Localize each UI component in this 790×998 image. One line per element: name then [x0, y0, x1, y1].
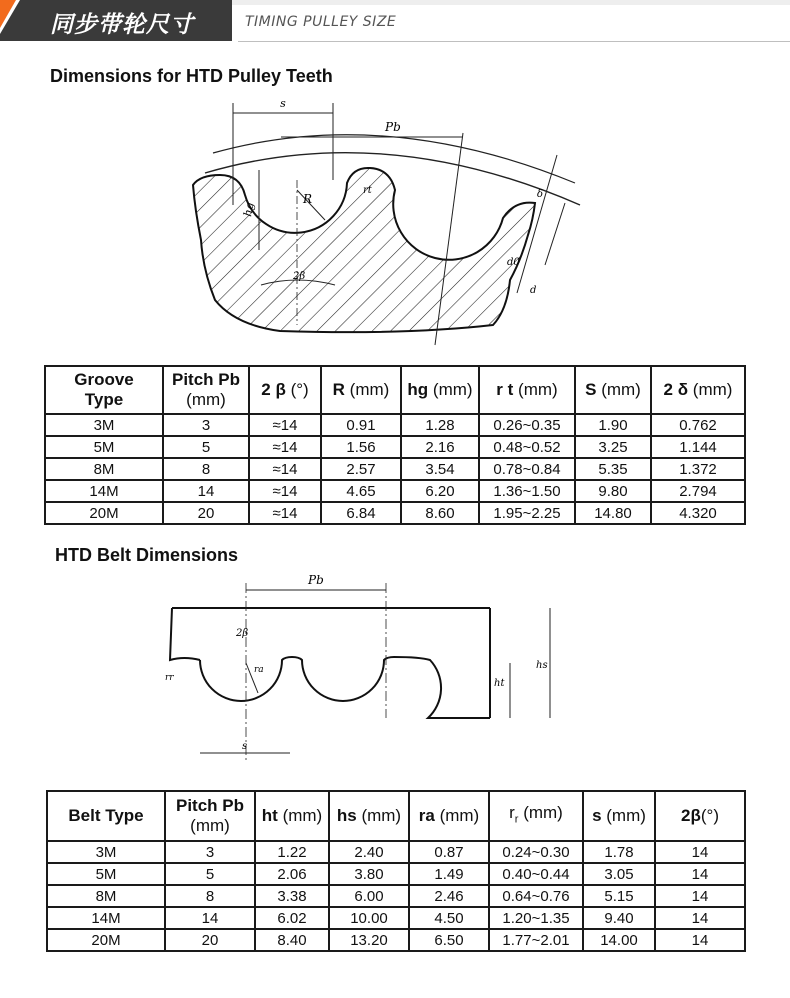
- col-2beta: 2β(°): [655, 791, 745, 841]
- table-row: 5M 5 2.06 3.80 1.49 0.40~0.44 3.05 14: [47, 863, 745, 885]
- pulley-dimensions-table: [44, 365, 746, 525]
- col-rt: r t (mm): [479, 366, 575, 414]
- label-ht: ht: [494, 678, 505, 689]
- pulley-section-title: Dimensions for HTD Pulley Teeth: [50, 66, 333, 86]
- banner-strip: [232, 0, 790, 5]
- col-hg: hg (mm): [401, 366, 479, 414]
- table-row: 3M 3 1.22 2.40 0.87 0.24~0.30 1.78 14: [47, 841, 745, 863]
- table-row: 8M 8 ≈14 2.57 3.54 0.78~0.84 5.35 1.372: [45, 458, 745, 480]
- table-row: 5M 5 ≈14 1.56 2.16 0.48~0.52 3.25 1.144: [45, 436, 745, 458]
- col-pitch: Pitch Pb (mm): [163, 366, 249, 414]
- label-hs: hs: [536, 660, 548, 671]
- label-s: s: [280, 97, 286, 110]
- label-ra: ra: [254, 665, 264, 675]
- belt-left-edge: [170, 608, 200, 660]
- table-row: 20M 20 8.40 13.20 6.50 1.77~2.01 14.00 14: [47, 929, 745, 951]
- col-pitch: Pitch Pb (mm): [165, 791, 255, 841]
- table-row: 14M 14 ≈14 4.65 6.20 1.36~1.50 9.80 2.794: [45, 480, 745, 502]
- pulley-tooth-drawing: [185, 95, 595, 350]
- table-header-row: [45, 366, 745, 414]
- col-hs: hs (mm): [329, 791, 409, 841]
- label-2beta: 2β: [236, 628, 249, 639]
- belt-dimensions-table: [46, 790, 746, 952]
- label-pb: Pb: [308, 573, 324, 587]
- label-hg: hg: [241, 201, 257, 218]
- col-s: s (mm): [583, 791, 655, 841]
- label-s: s: [242, 741, 248, 752]
- table-row: 14M 14 6.02 10.00 4.50 1.20~1.35 9.40 14: [47, 907, 745, 929]
- page-subtitle: TIMING PULLEY SIZE: [245, 14, 397, 30]
- table-row: 8M 8 3.38 6.00 2.46 0.64~0.76 5.15 14: [47, 885, 745, 907]
- col-r: R (mm): [321, 366, 401, 414]
- col-groove-type: Groove Type: [45, 366, 163, 414]
- col-2delta: 2 δ (mm): [651, 366, 745, 414]
- col-belt-type: Belt Type: [47, 791, 165, 841]
- table-header-row: [47, 791, 745, 841]
- page-title: 同步带轮尺寸: [50, 12, 194, 38]
- col-ra: ra (mm): [409, 791, 489, 841]
- col-2beta: 2 β (°): [249, 366, 321, 414]
- label-pb: Pb: [385, 120, 401, 134]
- col-s: S (mm): [575, 366, 651, 414]
- belt-drawing: [160, 568, 570, 768]
- table-row: 20M 20 ≈14 6.84 8.60 1.95~2.25 14.80 4.320: [45, 502, 745, 524]
- label-2beta: 2β: [293, 271, 306, 282]
- banner-divider: [238, 41, 790, 42]
- label-delta: δ: [537, 189, 544, 200]
- label-rt: rt: [363, 185, 372, 196]
- belt-teeth-profile: [200, 657, 490, 718]
- col-ht: ht (mm): [255, 791, 329, 841]
- label-rr: rr: [165, 673, 174, 683]
- belt-section-title: HTD Belt Dimensions: [55, 545, 239, 565]
- label-r: R: [303, 192, 313, 206]
- label-d0: d0: [507, 257, 520, 268]
- label-d: d: [530, 285, 537, 296]
- header-banner: [0, 0, 790, 44]
- belt-outline-guide: [172, 610, 490, 718]
- table-row: 3M 3 ≈14 0.91 1.28 0.26~0.35 1.90 0.762: [45, 414, 745, 436]
- d0-dimension-line: [545, 203, 565, 265]
- col-rr: $r_r$ (mm): [489, 791, 583, 841]
